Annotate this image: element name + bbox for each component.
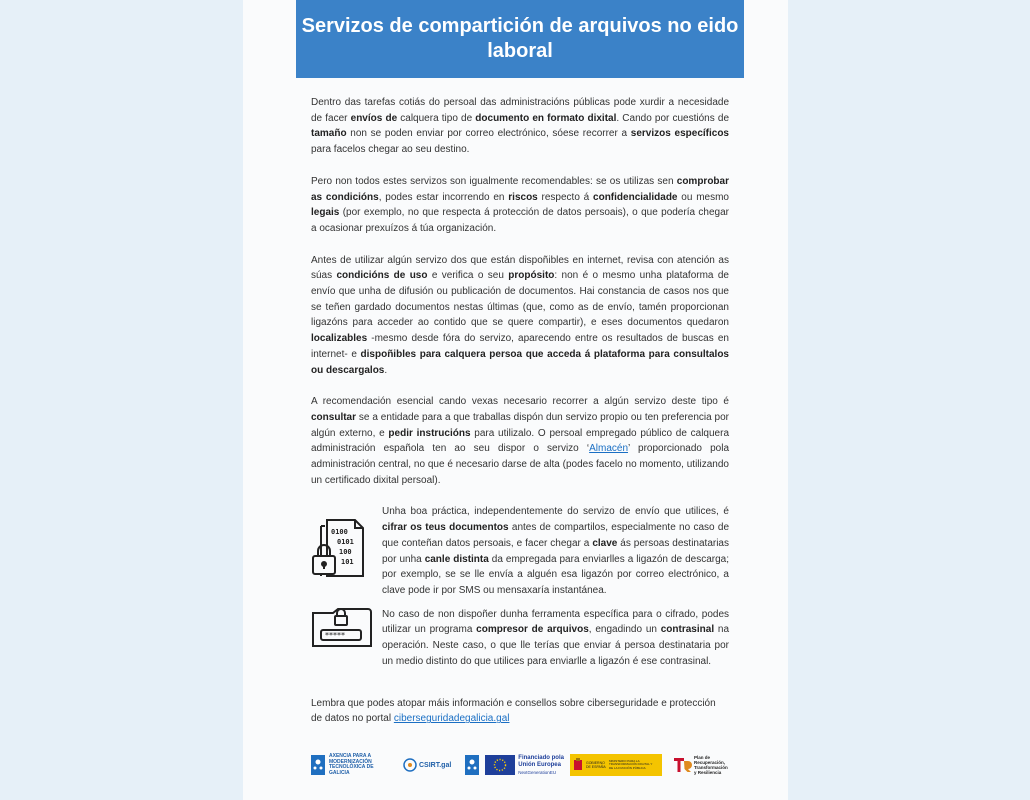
page-header xyxy=(296,0,744,78)
tip-encrypt-text: Unha boa práctica, independentemente do servizo de envío que utilices, é cifrar os teus documentos antes de compartilos, especialmente no caso de que conteñan datos persoais, e facer chegar a clave ás persoas destinatarias por unha canle distinta da empregada para enviarlles a ligazón de descarga; por exemplo, se se lle envía a alguén esa ligazón por correo electrónico, a clave pode ir por SMS ou mensaxaría instantánea. xyxy=(382,506,730,596)
almacen-link[interactable]: Almacén xyxy=(589,443,629,455)
paragraph-closing: Lembra que podes atopar máis información e consellos sobre ciberseguridade e protección de datos no portal ciberseguridadegalicia.gal xyxy=(311,697,716,725)
xunta-logo xyxy=(465,753,479,777)
eu-logo: Financiado pola Unión Europea NextGenerationEU xyxy=(485,753,564,777)
portal-link[interactable]: ciberseguridadegalicia.gal xyxy=(393,713,510,725)
footer-logos xyxy=(311,752,731,778)
page-title: Servizos de compartición de arquivos no eido laboral xyxy=(301,15,739,62)
encrypted-files-icon xyxy=(311,504,382,586)
svg-text:*****: ***** xyxy=(325,630,345,640)
paragraph-risks: Pero non todos estes servizos son igualmente recomendables: se os utilizas sen comprobar as condicións, podes estar incorrendo en riscos respecto á confidencialidade ou mesmo legais (por exemplo, no que respecta á protección de datos persoais), o que podería chegar a ocasionar prexuízos á túa organización. xyxy=(311,175,729,234)
svg-text:101: 101 xyxy=(341,558,354,567)
svg-text:0100: 0100 xyxy=(331,528,348,537)
eu-flag-icon xyxy=(485,755,515,775)
password-folder-icon xyxy=(311,607,382,655)
tip-encrypt xyxy=(311,504,729,598)
csirt-shield-icon xyxy=(403,757,417,773)
paragraph-intro: Dentro das tarefas cotiás do persoal das administracións públicas pode xurdir a necesidade de facer envíos de calquera tipo de documento en formato dixital. Cando por cuestións de tamaño non se poden enviar por correo electrónico, sóese recorrer a servizos específicos para facelos chegar ao seu destino. xyxy=(311,97,730,156)
xunta-emblem-icon xyxy=(311,755,325,775)
svg-text:100: 100 xyxy=(339,548,352,557)
tip-compress-text: No caso de non dispoñer dunha ferramenta específica para o cifrado, podes utilizar un programa compresor de arquivos, engadindo un contrasinal na operación. Neste caso, o que lle terías que enviar á persoa destinataria por un medio distinto do que utilices para enviarlle a ligazón é ese contrasinal. xyxy=(382,608,730,667)
prtr-emblem-icon xyxy=(672,755,692,775)
paragraph-conditions: Antes de utilizar algún servizo dos que están dispoñibles en internet, revisa con atención as súas condicións de uso e verifica o seu propósito: non é o mesmo unha plataforma de envío que unha de difusión ou publicación de documentos. Hai constancia de casos nos que se teñen gardado documentos nestas últimas (que, como as de envío, tamén proporcionan ligazóns para acceder ao contido que se quere compartir), e eses documentos quedaron localizables -mesmo desde fóra do servizo, aparecendo entre os resultados de buscas en internet- e dispoñibles para calquera persoa que acceda á plataforma para consultalos ou descargalos. xyxy=(311,254,729,376)
csirt-logo: CSIRT.gal xyxy=(403,753,451,777)
xunta-emblem-icon-2 xyxy=(465,755,479,775)
gobierno-logo: GOBIERNO DE ESPAÑA MINISTERIO PARA LA TRANSFORMACIÓN DIGITAL Y DE LA FUNCIÓN PÚBLICA xyxy=(570,754,662,776)
spain-coat-of-arms-icon xyxy=(573,758,583,772)
paragraph-recommendation: A recomendación esencial cando vexas necesario recorrer a algún servizo deste tipo é consultar se a entidade para a que traballas dispón dun servizo propio ou ten preferencia por algún externo, e pedir instrucións para utilizalo. O persoal empregado público de calquera administración española ten ao seu dispor o servizo ‘Almacén’ proporcionado pola administración central, no que é necesario darse de alta (podes facelo no momento, utilizando un certificado dixital persoal). xyxy=(311,396,730,486)
svg-text:0101: 0101 xyxy=(337,538,354,547)
article-body xyxy=(311,95,729,743)
tip-compress xyxy=(311,607,729,670)
amtega-logo: AXENCIA PARA A MODERNIZACIÓN TECNOLÓXICA DE GALICIA xyxy=(311,753,391,777)
prtr-logo: Plan de Recuperación, Transformación y Resiliencia xyxy=(672,753,728,777)
